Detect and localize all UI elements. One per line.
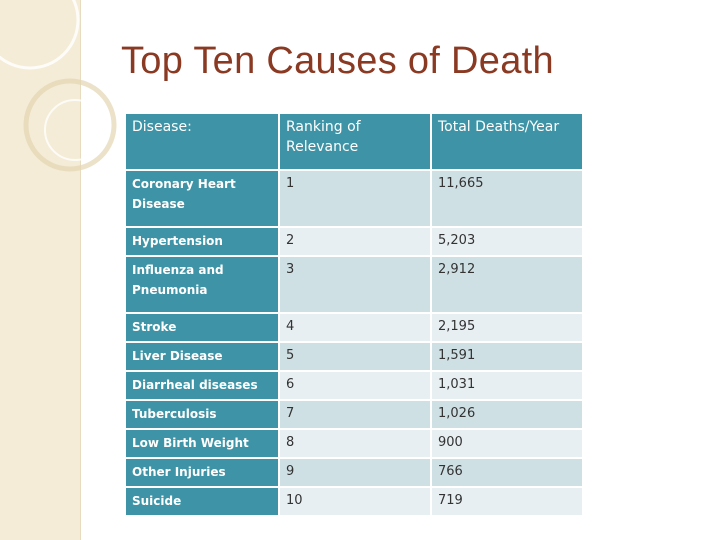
deaths-cell: 2,195 — [431, 313, 583, 342]
disease-cell: Liver Disease — [125, 342, 279, 371]
rank-cell: 10 — [279, 487, 431, 516]
disease-cell: Hypertension — [125, 227, 279, 256]
causes-of-death-table — [124, 112, 584, 517]
disease-cell: Low Birth Weight — [125, 429, 279, 458]
table-row — [125, 170, 583, 227]
table-row — [125, 342, 583, 371]
disease-cell: Diarrheal diseases — [125, 371, 279, 400]
rank-cell: 6 — [279, 371, 431, 400]
header-ranking: Ranking of Relevance — [279, 113, 431, 170]
slide-title: Top Ten Causes of Death — [121, 40, 554, 82]
decorative-circle-middle — [26, 81, 114, 169]
rank-cell: 8 — [279, 429, 431, 458]
table-row — [125, 313, 583, 342]
deaths-cell: 1,026 — [431, 400, 583, 429]
table-row — [125, 487, 583, 516]
deaths-cell: 11,665 — [431, 170, 583, 227]
rank-cell: 2 — [279, 227, 431, 256]
rank-cell: 4 — [279, 313, 431, 342]
decorative-circles — [0, 0, 140, 220]
disease-cell: Suicide — [125, 487, 279, 516]
deaths-cell: 719 — [431, 487, 583, 516]
deaths-cell: 1,031 — [431, 371, 583, 400]
table-row — [125, 458, 583, 487]
rank-cell: 9 — [279, 458, 431, 487]
table-row — [125, 429, 583, 458]
rank-cell: 7 — [279, 400, 431, 429]
table-row — [125, 256, 583, 313]
table-header-row — [125, 113, 583, 170]
disease-cell: Coronary Heart Disease — [125, 170, 279, 227]
rank-cell: 1 — [279, 170, 431, 227]
header-disease: Disease: — [125, 113, 279, 170]
disease-cell: Stroke — [125, 313, 279, 342]
decorative-circle-large — [0, 0, 78, 68]
deaths-cell: 766 — [431, 458, 583, 487]
header-deaths: Total Deaths/Year — [431, 113, 583, 170]
table-row — [125, 227, 583, 256]
rank-cell: 5 — [279, 342, 431, 371]
disease-cell: Influenza and Pneumonia — [125, 256, 279, 313]
disease-cell: Tuberculosis — [125, 400, 279, 429]
deaths-cell: 2,912 — [431, 256, 583, 313]
decorative-circle-small — [45, 100, 105, 160]
rank-cell: 3 — [279, 256, 431, 313]
disease-cell: Other Injuries — [125, 458, 279, 487]
table-row — [125, 371, 583, 400]
deaths-cell: 1,591 — [431, 342, 583, 371]
table-row — [125, 400, 583, 429]
deaths-cell: 5,203 — [431, 227, 583, 256]
deaths-cell: 900 — [431, 429, 583, 458]
